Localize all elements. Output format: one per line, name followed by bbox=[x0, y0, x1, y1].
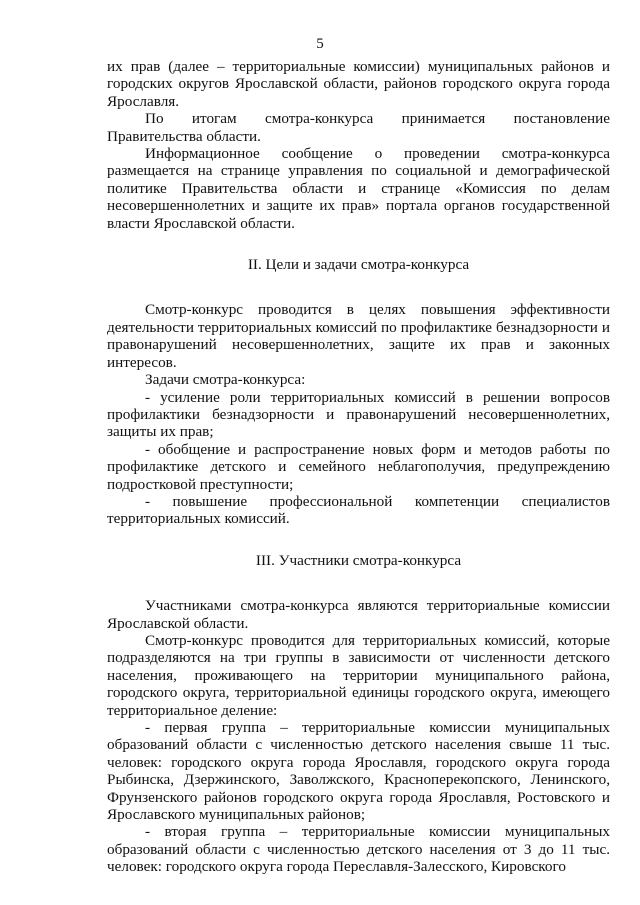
list-item-group: - первая группа – территориальные комиссии муниципальных образований области с численностью детского населения свыше 11 тыс. человек: городского округа города Ярославля, городского округа города Рыбинска, Дзержинского, Заволжского, Красноперекопского, Ленинского, Фрунзенского районов городского округа города Ярославля, Ростовского и Ярославского муниципальных районов; bbox=[107, 719, 610, 824]
paragraph-resolution: По итогам смотра-конкурса принимается постановление Правительства области. bbox=[107, 110, 610, 145]
list-item-task: - усиление роли территориальных комиссий в решении вопросов профилактики безнадзорности и правонарушений несовершеннолетних, защиты их прав; bbox=[107, 388, 610, 441]
paragraph-goals: Смотр-конкурс проводится в целях повышения эффективности деятельности территориальных комиссий по профилактике безнадзорности и правонарушений несовершеннолетних, защите их прав и законных интересов. bbox=[107, 301, 610, 371]
paragraph-information-notice: Информационное сообщение о проведении смотра-конкурса размещается на странице управления по социальной и демографической политике Правительства области и странице «Комиссия по делам несовершеннолетних и защите их прав» портала органов государственной власти Ярославской области. bbox=[107, 145, 610, 232]
paragraph-groups: Смотр-конкурс проводится для территориальных комиссий, которые подразделяются на три группы в зависимости от численности детского населения, проживающего на территории муниципального района, городского округа, территориальной единицы городского округа, имеющего территориальное деление: bbox=[107, 631, 610, 719]
page-number: 5 bbox=[316, 36, 324, 52]
section-heading-participants: III. Участники смотра-конкурса bbox=[255, 551, 462, 569]
paragraph-tasks-intro: Задачи смотра-конкурса: bbox=[145, 371, 306, 389]
paragraph-participants: Участниками смотра-конкурса являются территориальные комиссии Ярославской области. bbox=[107, 597, 610, 632]
document-body bbox=[107, 58, 610, 876]
section-heading-goals: II. Цели и задачи смотра-конкурса bbox=[247, 256, 470, 274]
list-item-task: - повышение профессиональной компетенции специалистов территориальных комиссий. bbox=[107, 492, 610, 528]
list-item-task: - обобщение и распространение новых форм и методов работы по профилактике детского и семейного неблагополучия, предупреждению подростковой преступности; bbox=[107, 440, 610, 493]
paragraph-continuation: их прав (далее – территориальные комиссии) муниципальных районов и городских округов Ярославской области, районов городского округа города Ярославля. bbox=[107, 58, 610, 110]
list-item-group: - вторая группа – территориальные комиссии муниципальных образований области с численностью детского населения от 3 до 11 тыс. человек: городского округа города Переславля-Залесского, Кировского bbox=[107, 823, 610, 876]
